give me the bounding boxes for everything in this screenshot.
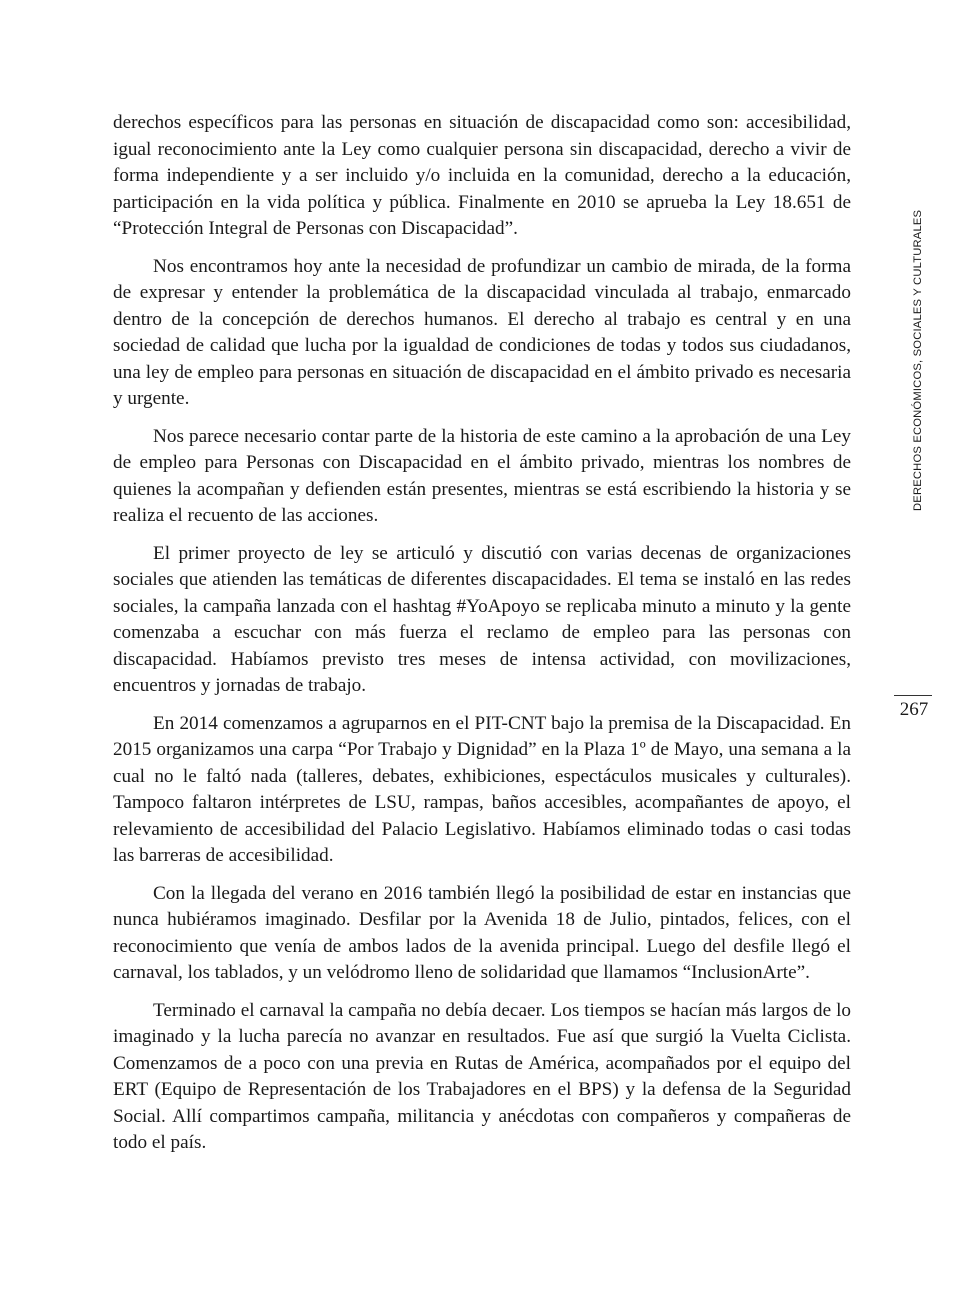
paragraph-1: derechos específicos para las personas en situación de discapacidad como son: accesibilidad, igual reconocimiento ante la Ley como cualquier persona sin discapacidad, derecho a vivir de forma independiente y a ser incluido y/o incluida en la comunidad, derecho a la educación, participación en la vida política y pública. Finalmente en 2010 se aprueba la Ley 18.651 de “Protección Integral de Personas con Discapacidad”. (113, 112, 851, 239)
paragraph-4: El primer proyecto de ley se articuló y discutió con varias decenas de organizaciones sociales que atienden las temáticas de diferentes discapacidades. El tema se instaló en las redes sociales, la campaña lanzada con el hashtag #YoApoyo se replicaba minuto a minuto y la gente comenzaba a escuchar con más fuerza el reclamo de empleo para las personas con discapacidad. Habíamos previsto tres meses de intensa actividad, con movilizaciones, encuentros y jornadas de trabajo. (113, 542, 851, 696)
running-header-text: DERECHOS ECONÓMICOS, SOCIALES Y CULTURALES (912, 209, 924, 511)
paragraph-5: En 2014 comenzamos a agruparnos en el PIT-CNT bajo la premisa de la Discapacidad. En 2015 organizamos una carpa “Por Trabajo y Dignidad” en la Plaza 1º de Mayo, una semana a la cual no le faltó nada (talleres, debates, exhibiciones, espectáculos musicales y culturales). Tampoco faltaron intérpretes de LSU, rampas, baños accesibles, acompañantes de apoyo, el relevamiento de accesibilidad del Palacio Legislativo. Habíamos eliminado todas o casi todas las barreras de accesibilidad. (113, 712, 851, 866)
running-header (912, 195, 926, 511)
paragraph-2: Nos encontramos hoy ante la necesidad de profundizar un cambio de mirada, de la forma de expresar y entender la problemática de la discapacidad vinculada al trabajo, enmarcado dentro de la concepción de derechos humanos. El derecho al trabajo es central y en una sociedad de calidad que lucha por la igualdad de condiciones de todas y todos sus ciudadanos, una ley de empleo para personas en situación de discapacidad en el ámbito privado es necesaria y urgente. (113, 255, 851, 409)
paragraph-3: Nos parece necesario contar parte de la historia de este camino a la aprobación de una Ley de empleo para Personas con Discapacidad en el ámbito privado, mientras los nombres de quienes la acompañan y defienden están presentes, mientras se está escribiendo la historia y se realiza el recuento de las acciones. (113, 425, 851, 526)
paragraph-6: Con la llegada del verano en 2016 también llegó la posibilidad de estar en instancias que nunca hubiéramos imaginado. Desfilar por la Avenida 18 de Julio, pintados, felices, con el reconocimiento que venía de ambos lados de la avenida principal. Luego del desfile llegó el carnaval, los tablados, y un velódromo lleno de solidaridad que llamamos “InclusionArte”. (113, 882, 851, 983)
paragraph-7: Terminado el carnaval la campaña no debía decaer. Los tiempos se hacían más largos de lo imaginado y la lucha parecía no avanzar en resultados. Fue así que surgió la Vuelta Ciclista. Comenzamos de a poco con una previa en Rutas de América, acompañados por el equipo del ERT (Equipo de Representación de los Trabajadores en el BPS) y la defensa de la Seguridad Social. Allí compartimos campaña, militancia y anécdotas con compañeros y compañeras de todo el país. (113, 999, 851, 1153)
body-text (113, 110, 851, 1168)
page-number-rule (894, 695, 932, 696)
page-number: 267 (899, 699, 929, 720)
